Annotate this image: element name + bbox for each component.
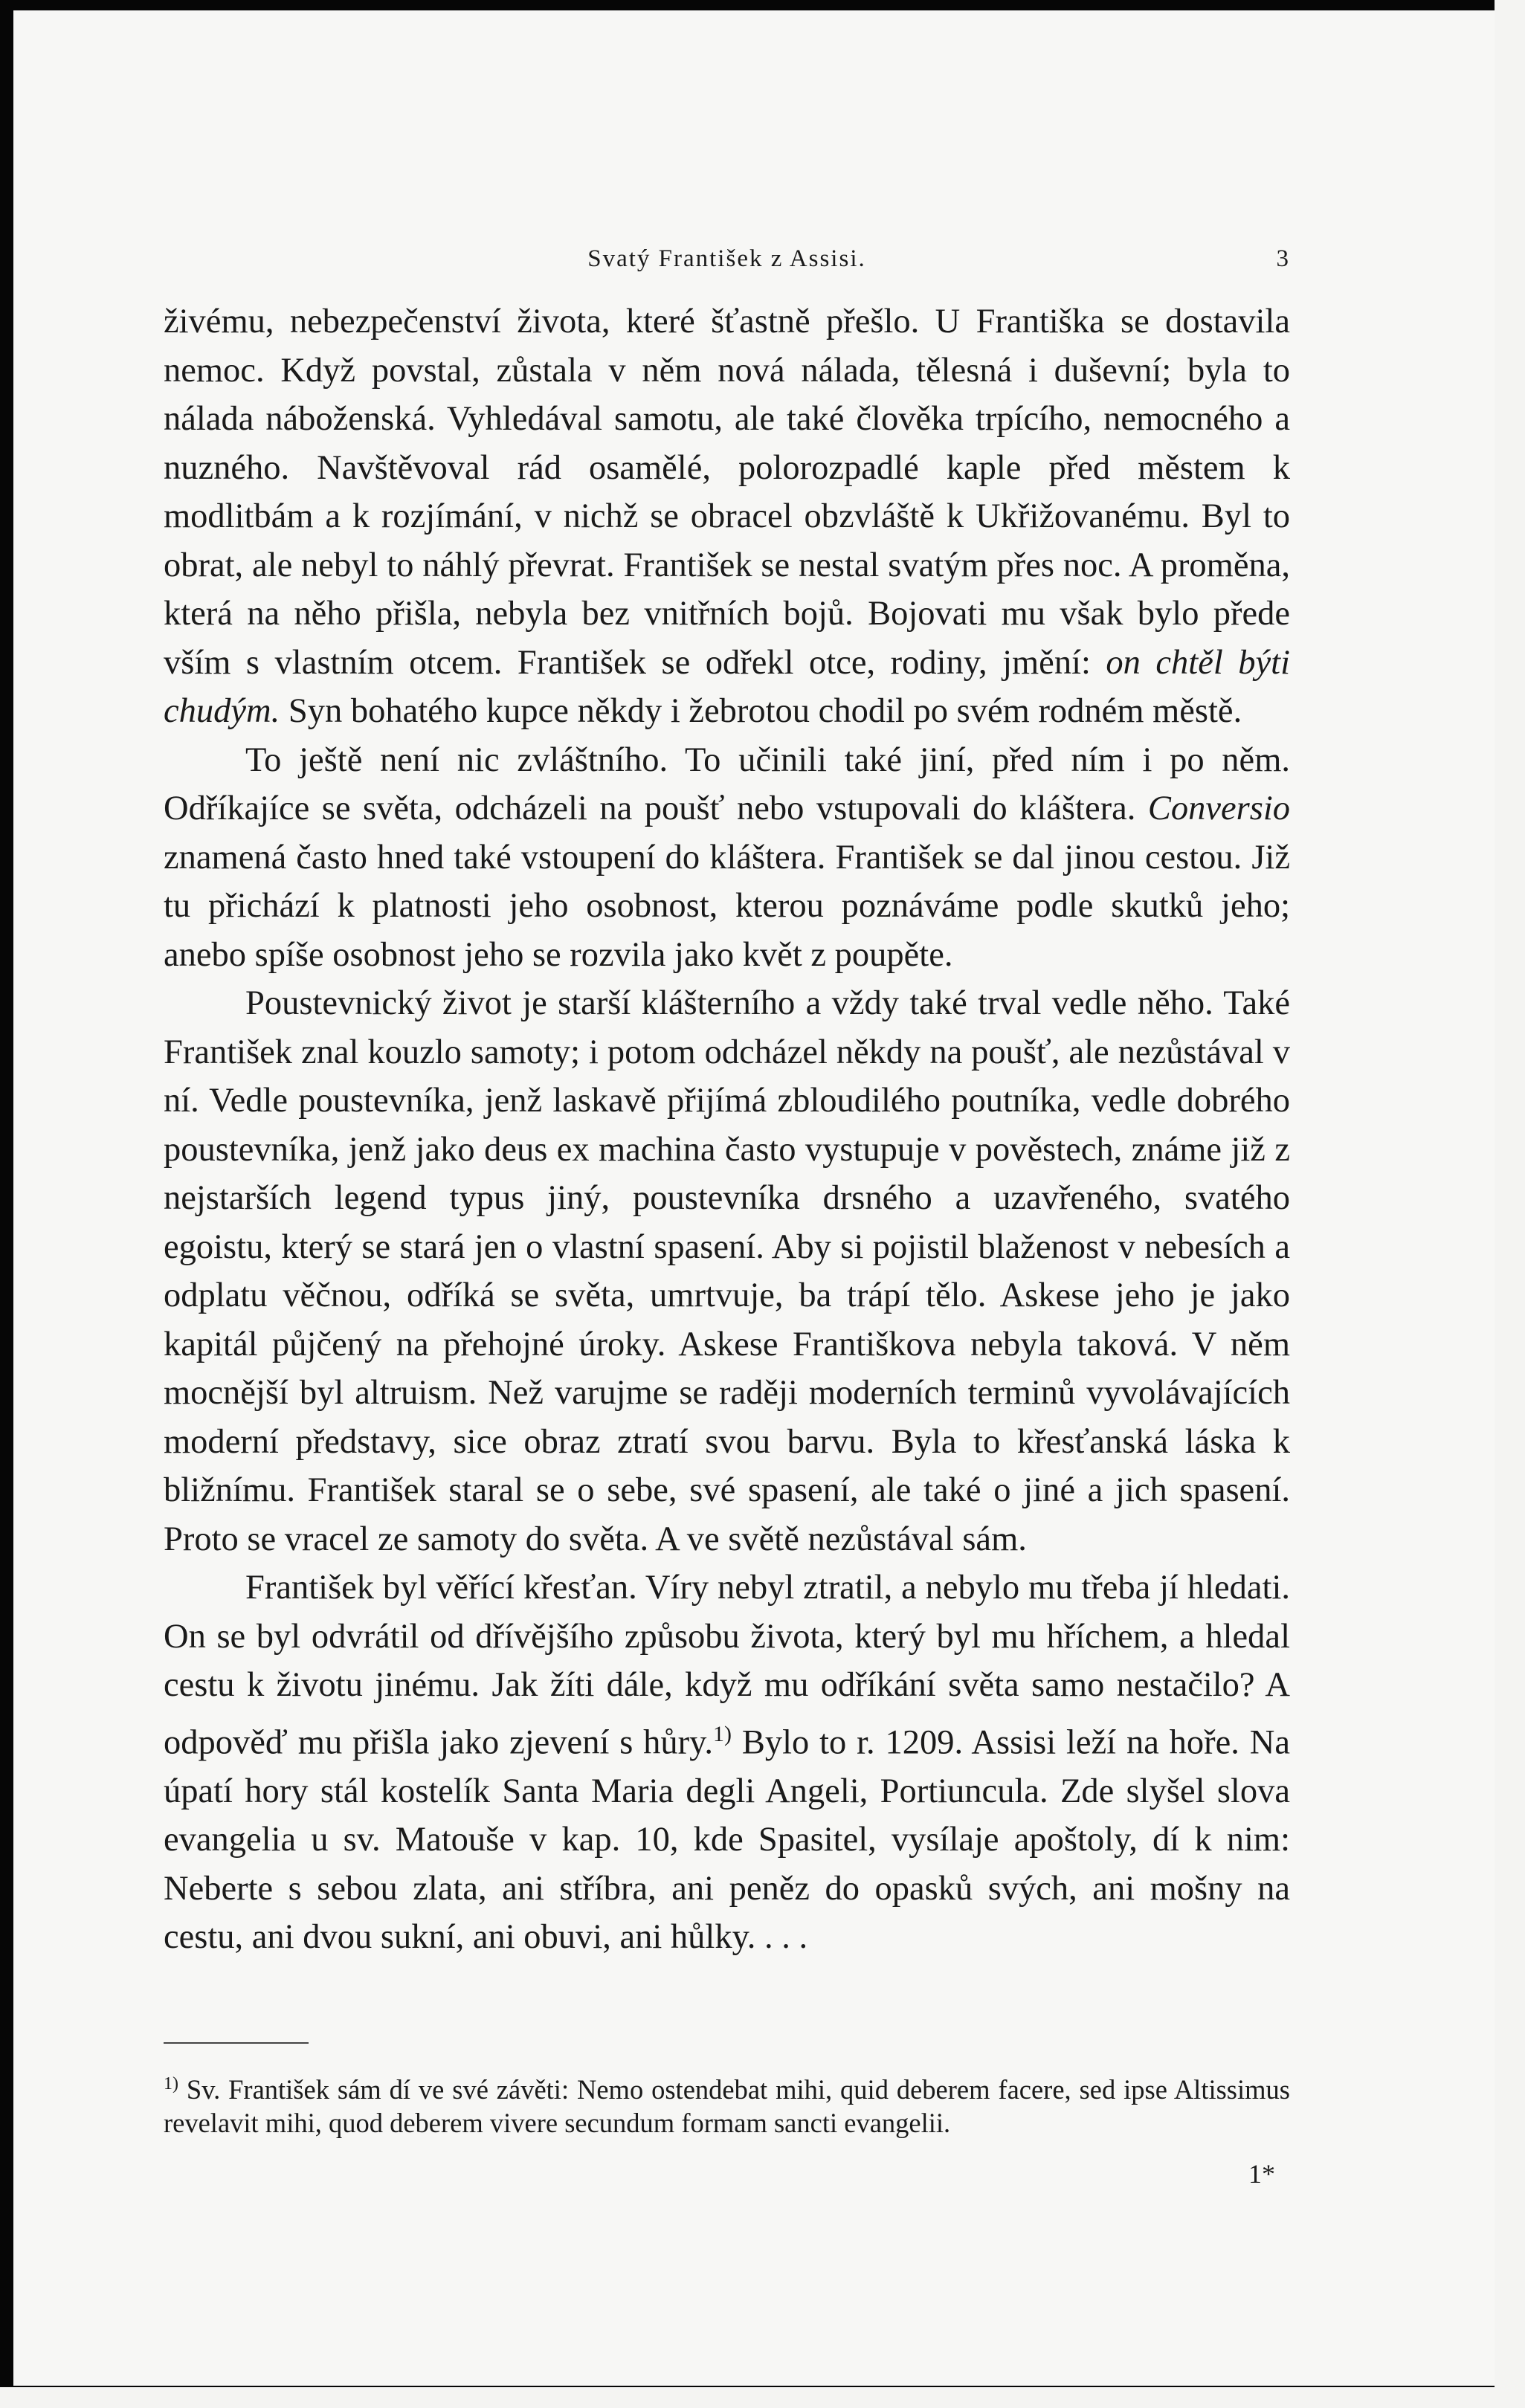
- paragraph-4-text: František byl věřící křesťan. Víry nebyl ztratil, a nebylo mu třeba jí hledati. On se byl odvrátil od dřívějšího způsobu života, který byl mu hříchem, a hledal cestu k životu jinému. Jak žíti dále, když mu odříkání světa samo nestačilo? A odpověď mu přišla jako zjevení s hůry.: [164, 1569, 1290, 1761]
- footnote-ref[interactable]: 1): [713, 1721, 732, 1746]
- paragraph-3-text: Poustevnický život je starší klášterního a vždy také trval vedle něho. Také František znal kouzlo samoty; i potom odcházel někdy na poušť, ale nezůstával v ní. Vedle poustevníka, jenž laskavě přijímá zbloudilého poutníka, vedle dobrého poustevníka, jenž jako deus ex machina často vystupuje v pověstech, známe již z nejstarších legend typus jiný, poustevníka drsného a uzavřeného, svatého egoistu, který se stará jen o vlastní spasení. Aby si pojistil blaženost v nebesích a odplatu věčnou, odříká se světa, umrtvuje, ba trápí tělo. Askese jeho je jako kapitál půjčený na přehojné úroky. Askese Františkova nebyla taková. V něm mocnější byl altruism. Než varujme se raději moderních terminů vyvolávajících moderní představy, sice obraz ztratí svou barvu. Byla to křesťanská láska k bližnímu. František staral se o sebe, své spasení, ale také o jiné a jich spasení. Proto se vracel ze samoty do světa. A ve světě nezůstával sám.: [164, 984, 1290, 1558]
- paragraph-1-text: živému, nebezpečenství života, které šťastně přešlo. U Františka se dostavila nemoc. Když povstal, zůstala v něm nová nálada, tělesná i duševní; byla to nálada náboženská. Vyhledával samotu, ale také člověka trpícího, nemocného a nuzného. Navštěvoval rád osamělé, polorozpadlé kaple před městem k modlitbám a k rozjímání, v nichž se obracel obzvláště k Ukřižovanému. Byl to obrat, ale nebyl to náhlý převrat. František se nestal svatým přes noc. A proměna, která na něho přišla, nebyla bez vnitřních bojů. Bojovati mu však bylo přede vším s vlastním otcem. František se odřekl otce, rodiny, jmění:: [164, 303, 1290, 682]
- page-content: [164, 245, 1290, 2189]
- running-head: [164, 245, 1290, 290]
- paragraph-2-italic: Conversio: [1147, 790, 1290, 827]
- paragraph-1-end: Syn bohatého kupce někdy i žebrotou chodil po svém rodném městě.: [280, 692, 1242, 730]
- paragraph-1: [164, 297, 1290, 736]
- running-title: Svatý František z Assisi.: [587, 245, 866, 272]
- scan-edge-right: [1495, 0, 1525, 2408]
- paragraph-4: [164, 1563, 1290, 1962]
- page-number: 3: [1276, 245, 1290, 272]
- footnote-marker: 1): [164, 2073, 178, 2094]
- signature-mark: 1*: [1248, 2158, 1275, 2189]
- footnote-text: Sv. František sám dí ve své závěti: Nemo ostendebat mihi, quid deberem facere, sed ipse Altissimus revelavit mihi, quod deberem vivere secundum formam sancti evangelii.: [164, 2073, 1290, 2139]
- paragraph-2: [164, 736, 1290, 980]
- paragraph-2-end: znamená často hned také vstoupení do kláštera. František se dal jinou cestou. Již tu přichází k platnosti jeho osobnost, kterou poznáváme podle skutků jeho; anebo spíše osobnost jeho se rozvila jako květ z poupěte.: [164, 838, 1290, 974]
- footnote-rule: [164, 2042, 309, 2044]
- paragraph-2-text: To ještě není nic zvláštního. To učinili také jiní, před ním i po něm. Odříkajíce se světa, odcházeli na poušť nebo vstupovali do kláštera.: [164, 740, 1290, 827]
- paragraph-3: [164, 979, 1290, 1563]
- footnote: [164, 2068, 1290, 2140]
- paragraph-4-end: Bylo to r. 1209. Assisi leží na hoře. Na úpatí hory stál kostelík Santa Maria degli Angeli, Portiuncula. Zde slyšel slova evangelia u sv. Matouše v kap. 10, kde Spasitel, vysílaje apoštoly, dí k nim: Neberte s sebou zlata, ani stříbra, ani peněz do opasků svých, ani mošny na cestu, ani dvou sukní, ani obuvi, ani hůlky. . . .: [164, 1723, 1290, 1956]
- paragraph-1-italic: on chtěl býti chudým.: [164, 643, 1290, 730]
- scan-edge-bottom: [0, 2387, 1525, 2408]
